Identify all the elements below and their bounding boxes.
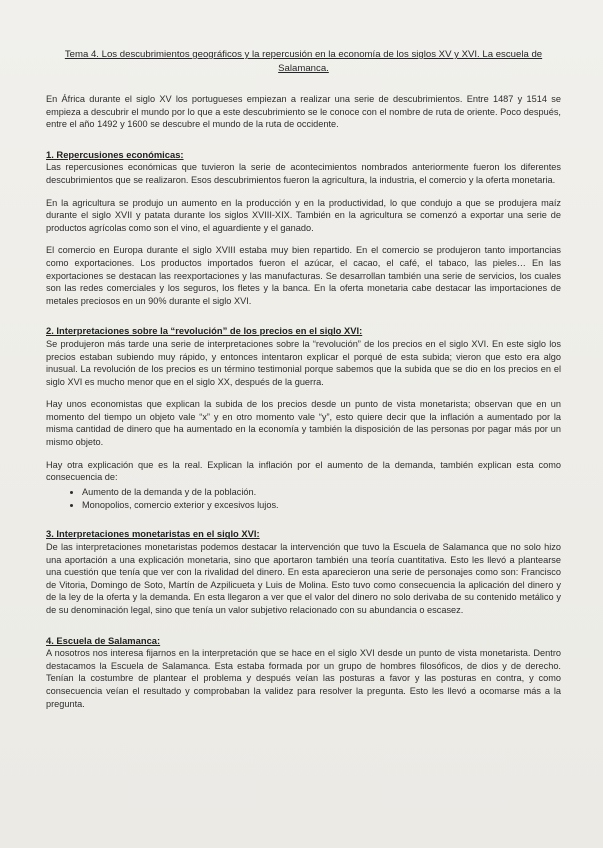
section-3-paragraph-1: De las interpretaciones monetaristas podemos destacar la intervención que tuvo la Escuela de Salamanca que no solo hizo una aportación a una explicación monetaria, sino que aportaron también una teoría cuantitativa. Esto les llevó a plantearse una cuestión que tenía que ver con la rivalidad del dinero. En esta aparecieron una serie de personajes como son: Francisco de Vitoria, Domingo de Soto, Martín de Azpilicueta y Luis de Molina. Esto tuvo como consecuencia la aplicación del dinero y de la ley de la oferta y la demanda. En esta llegaron a ver que el valor del dinero no solo derivaba de su contenido metálico y de su denominación legal, sino que tenía un valor subjetivo relacionado con su abundancia o escasez. — [46, 542, 561, 615]
section-2-paragraph-3: Hay otra explicación que es la real. Explican la inflación por el aumento de la demanda, también explican esta como consecuencia de: — [46, 459, 561, 483]
list-item: • Aumento de la demanda y de la población. — [82, 486, 561, 499]
section-4-heading: 4. Escuela de Salamanca: — [46, 634, 161, 646]
section-1-paragraph-3: El comercio en Europa durante el siglo XVIII estaba muy bien repartido. En el comercio se produjeron tanto importancias como exportaciones. Los productos importados fueron el azúcar, el cacao, el café, el tabaco, las pieles… En las exportaciones se destacan las reexportaciones y las manufacturas. Se desarrollan también una serie de servicios, los cuales son las redes comerciales y los seguros, los fletes y la banca. En la oferta monetaria cabe destacar las importaciones de metales preciosos en un 90% durante el siglo XVI. — [46, 245, 561, 306]
section-1-paragraph-1: Las repercusiones económicas que tuvieron la serie de acontecimientos nombrados anteriormente fueron los diferentes descubrimientos que se realizaron. Esos descubrimientos fueron la agricultura, la industria, el comercio y la oferta monetaria. — [46, 162, 561, 185]
document-title: Tema 4. Los descubrimientos geográficos y la repercusión en la economía de los siglos XV y XVI. La escuela de Salamanca. — [64, 49, 543, 74]
section-1-paragraph-2: En la agricultura se produjo un aumento en la producción y en la productividad, lo que condujo a que se produjera maíz durante el siglo XVII y patata durante los siglos XVIII-XIX. También en la agricultura se comenzó a exportar una serie de productos agrícolas como son el vino, el aguardiente y el ganado. — [46, 197, 561, 233]
section-3-heading: 3. Interpretaciones monetaristas en el siglo XVI: — [46, 528, 260, 540]
section-4-paragraph-1: A nosotros nos interesa fijarnos en la interpretación que se hace en el siglo XVI desde un punto de vista monetarista. Dentro destacamos la Escuela de Salamanca. Esta estaba formada por un grupo de hombres filosóficos, de dios y de derecho. Tenían la costumbre de plantear el problema y después veían las posturas a favor y las posturas en contra, y como consecuencia veían el resultado y comprobaban la validez para resolver la pregunta. Esto les llevó a ocomarse más a la pregunta. — [46, 648, 561, 709]
section-2-paragraph-2: Hay unos economistas que explican la subida de los precios desde un punto de vista monetarista; observan que en un momento del tiempo un objeto vale “x” y en otro momento vale “y”, esto quiere decir que la inflación a aumentado por la misma cantidad de dinero que ha aumentado en la economía y también la disposición de las personas por pagar más por un mismo objeto. — [46, 399, 561, 448]
section-2-heading: 2. Interpretaciones sobre la “revolución” de los precios en el siglo XVI: — [46, 325, 363, 337]
section-1-heading: 1. Repercusiones económicas: — [46, 148, 184, 160]
section-2-bullet-list — [46, 486, 561, 512]
list-item: • Monopolios, comercio exterior y excesivos lujos. — [82, 499, 561, 512]
intro-paragraph: En África durante el siglo XV los portugueses empiezan a realizar una serie de descubrimientos. Entre 1487 y 1514 se empieza a descubrir el mundo por lo que a este descubrimiento se le conoce con el nombre de ruta de oriente. Poco después, entre el año 1492 y 1600 se descubre el mundo de la ruta de occidente. — [46, 94, 561, 130]
section-2-paragraph-1: Se produjeron más tarde una serie de interpretaciones sobre la “revolución” de los precios en el siglo XVI. En este siglo los precios estaban subiendo muy rápido, y entonces intentaron explicar el porqué de esta subida; vieron que esto era algo inusual. La revolución de los precios es un término testimonial porque sabemos que la subida que se dio en los precios en el siglo XVI es mucho menor que en el siglo XX, después de la guerra. — [46, 338, 561, 387]
